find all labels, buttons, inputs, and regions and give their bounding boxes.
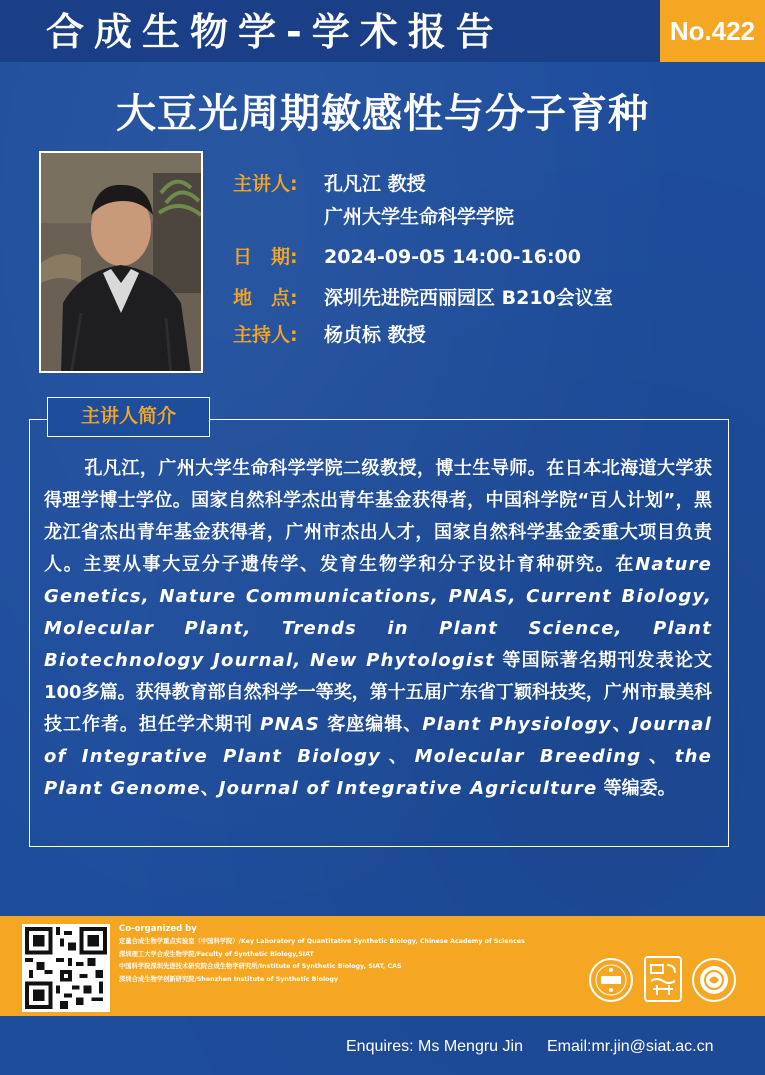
shenzhen-synbio-logo-icon — [691, 957, 737, 1003]
bio-journal-jipb: Journal of Integrative Plant Biology — [44, 714, 712, 767]
bio-tab — [47, 397, 210, 437]
venue-value: 深圳先进院西丽园区 B210会议室 — [324, 287, 613, 309]
bio-text — [44, 453, 712, 805]
bio-part-7: 、 — [200, 778, 219, 799]
bio-part-1: 孔凡江，广州大学生命科学学院二级教授，博士生导师。在日本北海道大学获得理学博士学位。国家自然科学杰出青年基金获得者，中国科学院“百人计划”，黑龙江省杰出青年基金获得者，广州市杰出人才，国家自然科学基金委重大项目负责人。主要从事大豆分子遗传学、发育生物学和分子设计育种研究。在 — [44, 458, 712, 575]
bio-part-4: 、 — [611, 714, 632, 735]
host-row — [233, 321, 663, 349]
bio-part-8: 等编委。 — [597, 778, 676, 799]
co-organized-heading: Co-organized by — [119, 924, 197, 934]
bio-journal-plant-genome: the Plant Genome — [44, 746, 713, 799]
bio-journal-molecular-breeding: Molecular Breeding — [414, 746, 642, 767]
enquiry-email: Email:mr.jin@siat.ac.cn — [547, 1038, 714, 1055]
venue-label: 地 点: — [233, 287, 298, 309]
speaker-photo — [39, 151, 203, 373]
bio-part-6: 、 — [641, 746, 675, 767]
bio-journal-pnas: PNAS — [260, 714, 321, 735]
enquiry-contact: Enquires: Ms Mengru Jin — [346, 1038, 523, 1055]
qr-code — [22, 924, 110, 1012]
bio-journals-1: Nature Genetics, Nature Communications, PNAS, Current Biology, Molecular Plant, Trends in Plant Science, Plant Biotechnology Journal, New Phytologist — [44, 554, 712, 671]
synthetic-biology-institute-logo-icon — [643, 955, 683, 1003]
org-line: 深圳理工大学合成生物学院/Faculty of Synthetic Biology,SIAT — [119, 950, 314, 958]
date-value: 2024-09-05 14:00-16:00 — [324, 246, 581, 268]
speaker-label: 主讲人: — [233, 173, 298, 195]
co-organizers — [119, 922, 639, 986]
bio-tab-label: 主讲人简介 — [80, 405, 176, 427]
org-line: 中国科学院深圳先进技术研究院合成生物学研究所/Institute of Synthetic Biology, SIAT, CAS — [119, 963, 402, 970]
issue-badge: No.422 — [660, 0, 765, 62]
org-line: 深圳合成生物学创新研究院/Shenzhen Institute of Synthetic Biology — [119, 975, 339, 983]
bio-journal-jia: Journal of Integrative Agriculture — [218, 778, 598, 799]
host-label: 主持人: — [233, 324, 298, 346]
bio-part-2: 等国际著名期刊发表论文100多篇。获得教育部自然科学一等奖，第十五届广东省丁颖科技奖，广州市最美科技工作者。担任学术期刊 — [44, 650, 712, 735]
host-value: 杨贞标 教授 — [324, 324, 426, 346]
speaker-affiliation: 广州大学生命科学学院 — [324, 206, 515, 228]
venue-row — [233, 284, 673, 312]
speaker-row — [233, 170, 663, 198]
bio-journal-plant-physiology: Plant Physiology — [422, 714, 612, 735]
date-row — [233, 243, 663, 271]
bio-part-5: 、 — [381, 746, 415, 767]
series-title: 合成生物学-学术报告 — [46, 10, 504, 54]
siat-logo-icon — [588, 957, 634, 1003]
talk-title: 大豆光周期敏感性与分子育种 — [116, 91, 649, 137]
speaker-name: 孔凡江 教授 — [324, 173, 426, 195]
speaker-portrait-illustration — [41, 153, 203, 373]
qr-code-icon — [25, 927, 107, 1009]
bio-part-3: 客座编辑、 — [320, 714, 423, 735]
date-label: 日 期: — [233, 246, 298, 268]
affiliation-row — [233, 203, 663, 231]
org-line: 定量合成生物学重点实验室（中国科学院）/Key Laboratory of Quantitative Synthetic Biology, Chinese Academy of Sciences — [119, 938, 525, 945]
